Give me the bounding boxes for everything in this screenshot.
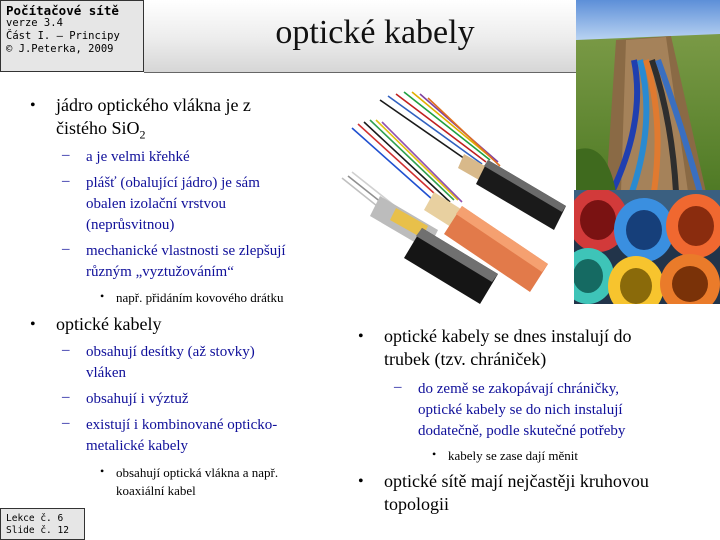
cables-item-fibers-line2: vláken [86, 365, 126, 381]
cables-subitem-line1: obsahují optická vlákna a např. [116, 465, 279, 480]
bullet-ducts-line1: optické kabely se dnes instalují do [384, 326, 632, 346]
core-subitem-wire: např. přidáním kovového drátku [116, 290, 284, 305]
dash-marker: – [62, 147, 70, 163]
dot-marker: • [432, 447, 437, 461]
slide-number: Slide č. 12 [6, 525, 69, 536]
dot-marker: • [100, 464, 105, 478]
course-copyright: © J.Peterka, 2009 [6, 43, 114, 55]
dash-marker: – [62, 241, 70, 257]
slide-title: optické kabely [275, 14, 475, 51]
course-info-box [0, 0, 144, 72]
dash-marker: – [62, 173, 70, 189]
course-version: verze 3.4 [6, 17, 63, 29]
core-item-cladding-line3: (neprůsvitnou) [86, 217, 175, 233]
ducts-subitem: kabely se zase dají měnit [448, 448, 578, 463]
bullet-marker: • [30, 316, 36, 333]
dot-marker: • [100, 289, 105, 303]
colored-ducts-photo [574, 190, 720, 304]
field-cable-ducts-photo [576, 0, 720, 192]
ducts-item-line3: dodatečně, podle skutečné potřeby [418, 423, 626, 439]
core-item-mechanical-line2: různým „vyztužováním“ [86, 264, 234, 280]
course-title: Počítačové sítě [6, 3, 119, 18]
slide-number-box [0, 508, 85, 540]
core-item-fragile: a je velmi křehké [86, 149, 190, 165]
bullet-core-line1: jádro optického vlákna je z [56, 95, 251, 115]
dash-marker: – [62, 342, 70, 358]
dash-marker: – [62, 389, 70, 405]
bullet-core-line2: čistého SiO$_2$ [56, 118, 146, 142]
core-item-cladding-line2: obalen izolační vrstvou [86, 196, 226, 212]
lecture-number: Lekce č. 6 [6, 513, 64, 524]
core-item-cladding-line1: plášť (obalující jádro) je sám [86, 175, 260, 191]
cables-item-combined-line2: metalické kabely [86, 438, 189, 454]
dash-marker: – [62, 415, 70, 431]
cables-item-combined-line1: existují i kombinované opticko- [86, 417, 278, 433]
bullet-marker: • [30, 97, 36, 114]
bullet-marker: • [358, 473, 364, 490]
ducts-item-line2: optické kabely se do nich instalují [418, 402, 623, 418]
cables-subitem-line2: koaxiální kabel [116, 483, 196, 498]
cables-item-reinforcement: obsahují i výztuž [86, 391, 189, 407]
bullet-topology-line2: topologii [384, 494, 450, 514]
bullet-ducts-line2: trubek (tzv. chrániček) [384, 349, 547, 369]
course-part: Část I. – Principy [6, 30, 120, 42]
cables-item-fibers-line1: obsahují desítky (až stovky) [86, 344, 255, 360]
core-item-mechanical-line1: mechanické vlastnosti se zlepšují [86, 243, 286, 259]
ducts-item-line1: do země se zakopávají chráničky, [418, 381, 620, 397]
bullet-topology-line1: optické sítě mají nejčastěji kruhovou [384, 471, 649, 491]
dash-marker: – [394, 379, 402, 395]
optical-cables-photo [338, 88, 574, 324]
bullet-marker: • [358, 328, 364, 345]
bullet-optical-cables: optické kabely [56, 314, 162, 334]
